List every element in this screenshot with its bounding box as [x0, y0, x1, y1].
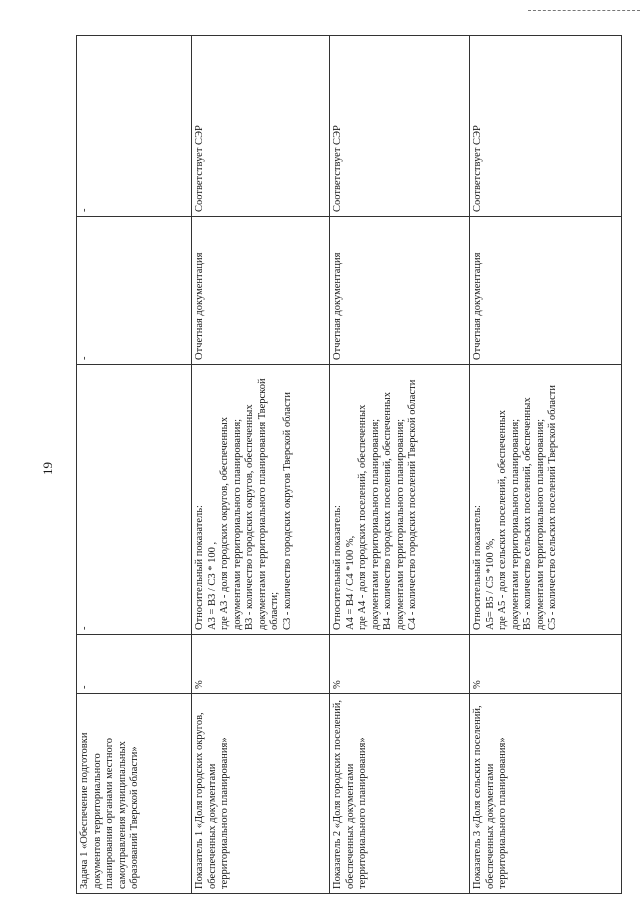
cell-compliance: Соответствует СЭР	[470, 36, 622, 217]
page-number: 19	[40, 462, 55, 475]
cell-name: Показатель 3 «Доля сельских поселений, обеспеченных документами территориального планирования»	[470, 694, 622, 894]
cell-method	[470, 365, 622, 635]
method-line: В3 - количество городских округов, обеспеченных документами территориального планирования Тверской области;	[244, 378, 280, 630]
method-line: С4 - количество городских поселений Тверской области	[407, 379, 418, 630]
cell-unit: %	[192, 635, 330, 694]
method-line: В5 - количество сельских поселений, обеспеченных документами территориального планирования;	[522, 397, 546, 630]
method-line: А4 = В4 / С4 *100 %,	[344, 535, 356, 630]
cell-unit: %	[470, 635, 622, 694]
cell-method: -	[77, 365, 192, 635]
method-line: А5= В5 / С5 *100 %,	[484, 538, 496, 630]
top-edge-marks	[528, 10, 640, 12]
method-line: С3 - количество городских округов Тверской области	[281, 392, 293, 630]
cell-source: -	[77, 217, 192, 365]
cell-compliance: Соответствует СЭР	[192, 36, 330, 217]
method-line: Относительный показатель:	[194, 505, 205, 630]
method-line: А3 = В3 / С3 * 100 ,	[206, 541, 218, 630]
table-row	[330, 36, 470, 894]
method-line: где А3 - доля городских округов, обеспеченных документами территориального планирования;	[219, 417, 243, 630]
method-line: С5 - количество сельских поселений Тверской области	[547, 385, 558, 630]
cell-name: Задача 1 «Обеспечение подготовки документов территориального планирования органами местного самоуправления муниципальных образований Тверской области»	[77, 694, 192, 894]
method-line: Относительный показатель:	[332, 505, 343, 630]
table-row	[192, 36, 330, 894]
rotated-page	[40, 36, 621, 894]
cell-unit: -	[77, 635, 192, 694]
cell-method	[192, 365, 330, 635]
cell-source: Отчетная документация	[330, 217, 470, 365]
method-line: где А5 - доля сельских поселений, обеспеченных документами территориального планирования;	[497, 410, 521, 630]
method-line: В4 - количество городских поселений, обеспеченных документами территориального планирования;	[382, 392, 406, 630]
method-line: где А4 - доля городских поселений, обеспеченных документами территориального планирования;	[357, 404, 381, 630]
cell-source: Отчетная документация	[470, 217, 622, 365]
cell-unit: %	[330, 635, 470, 694]
table-row	[77, 36, 192, 894]
cell-source: Отчетная документация	[192, 217, 330, 365]
table-row	[470, 36, 622, 894]
cell-compliance: -	[77, 36, 192, 217]
cell-name: Показатель 2 «Доля городских поселений, обеспеченных документами территориального планирования»	[330, 694, 470, 894]
method-line: Относительный показатель:	[472, 505, 483, 630]
cell-compliance: Соответствует СЭР	[330, 36, 470, 217]
indicators-table	[76, 35, 622, 894]
cell-name: Показатель 1 «Доля городских округов, обеспеченных документами территориального планирования»	[192, 694, 330, 894]
cell-method	[330, 365, 470, 635]
